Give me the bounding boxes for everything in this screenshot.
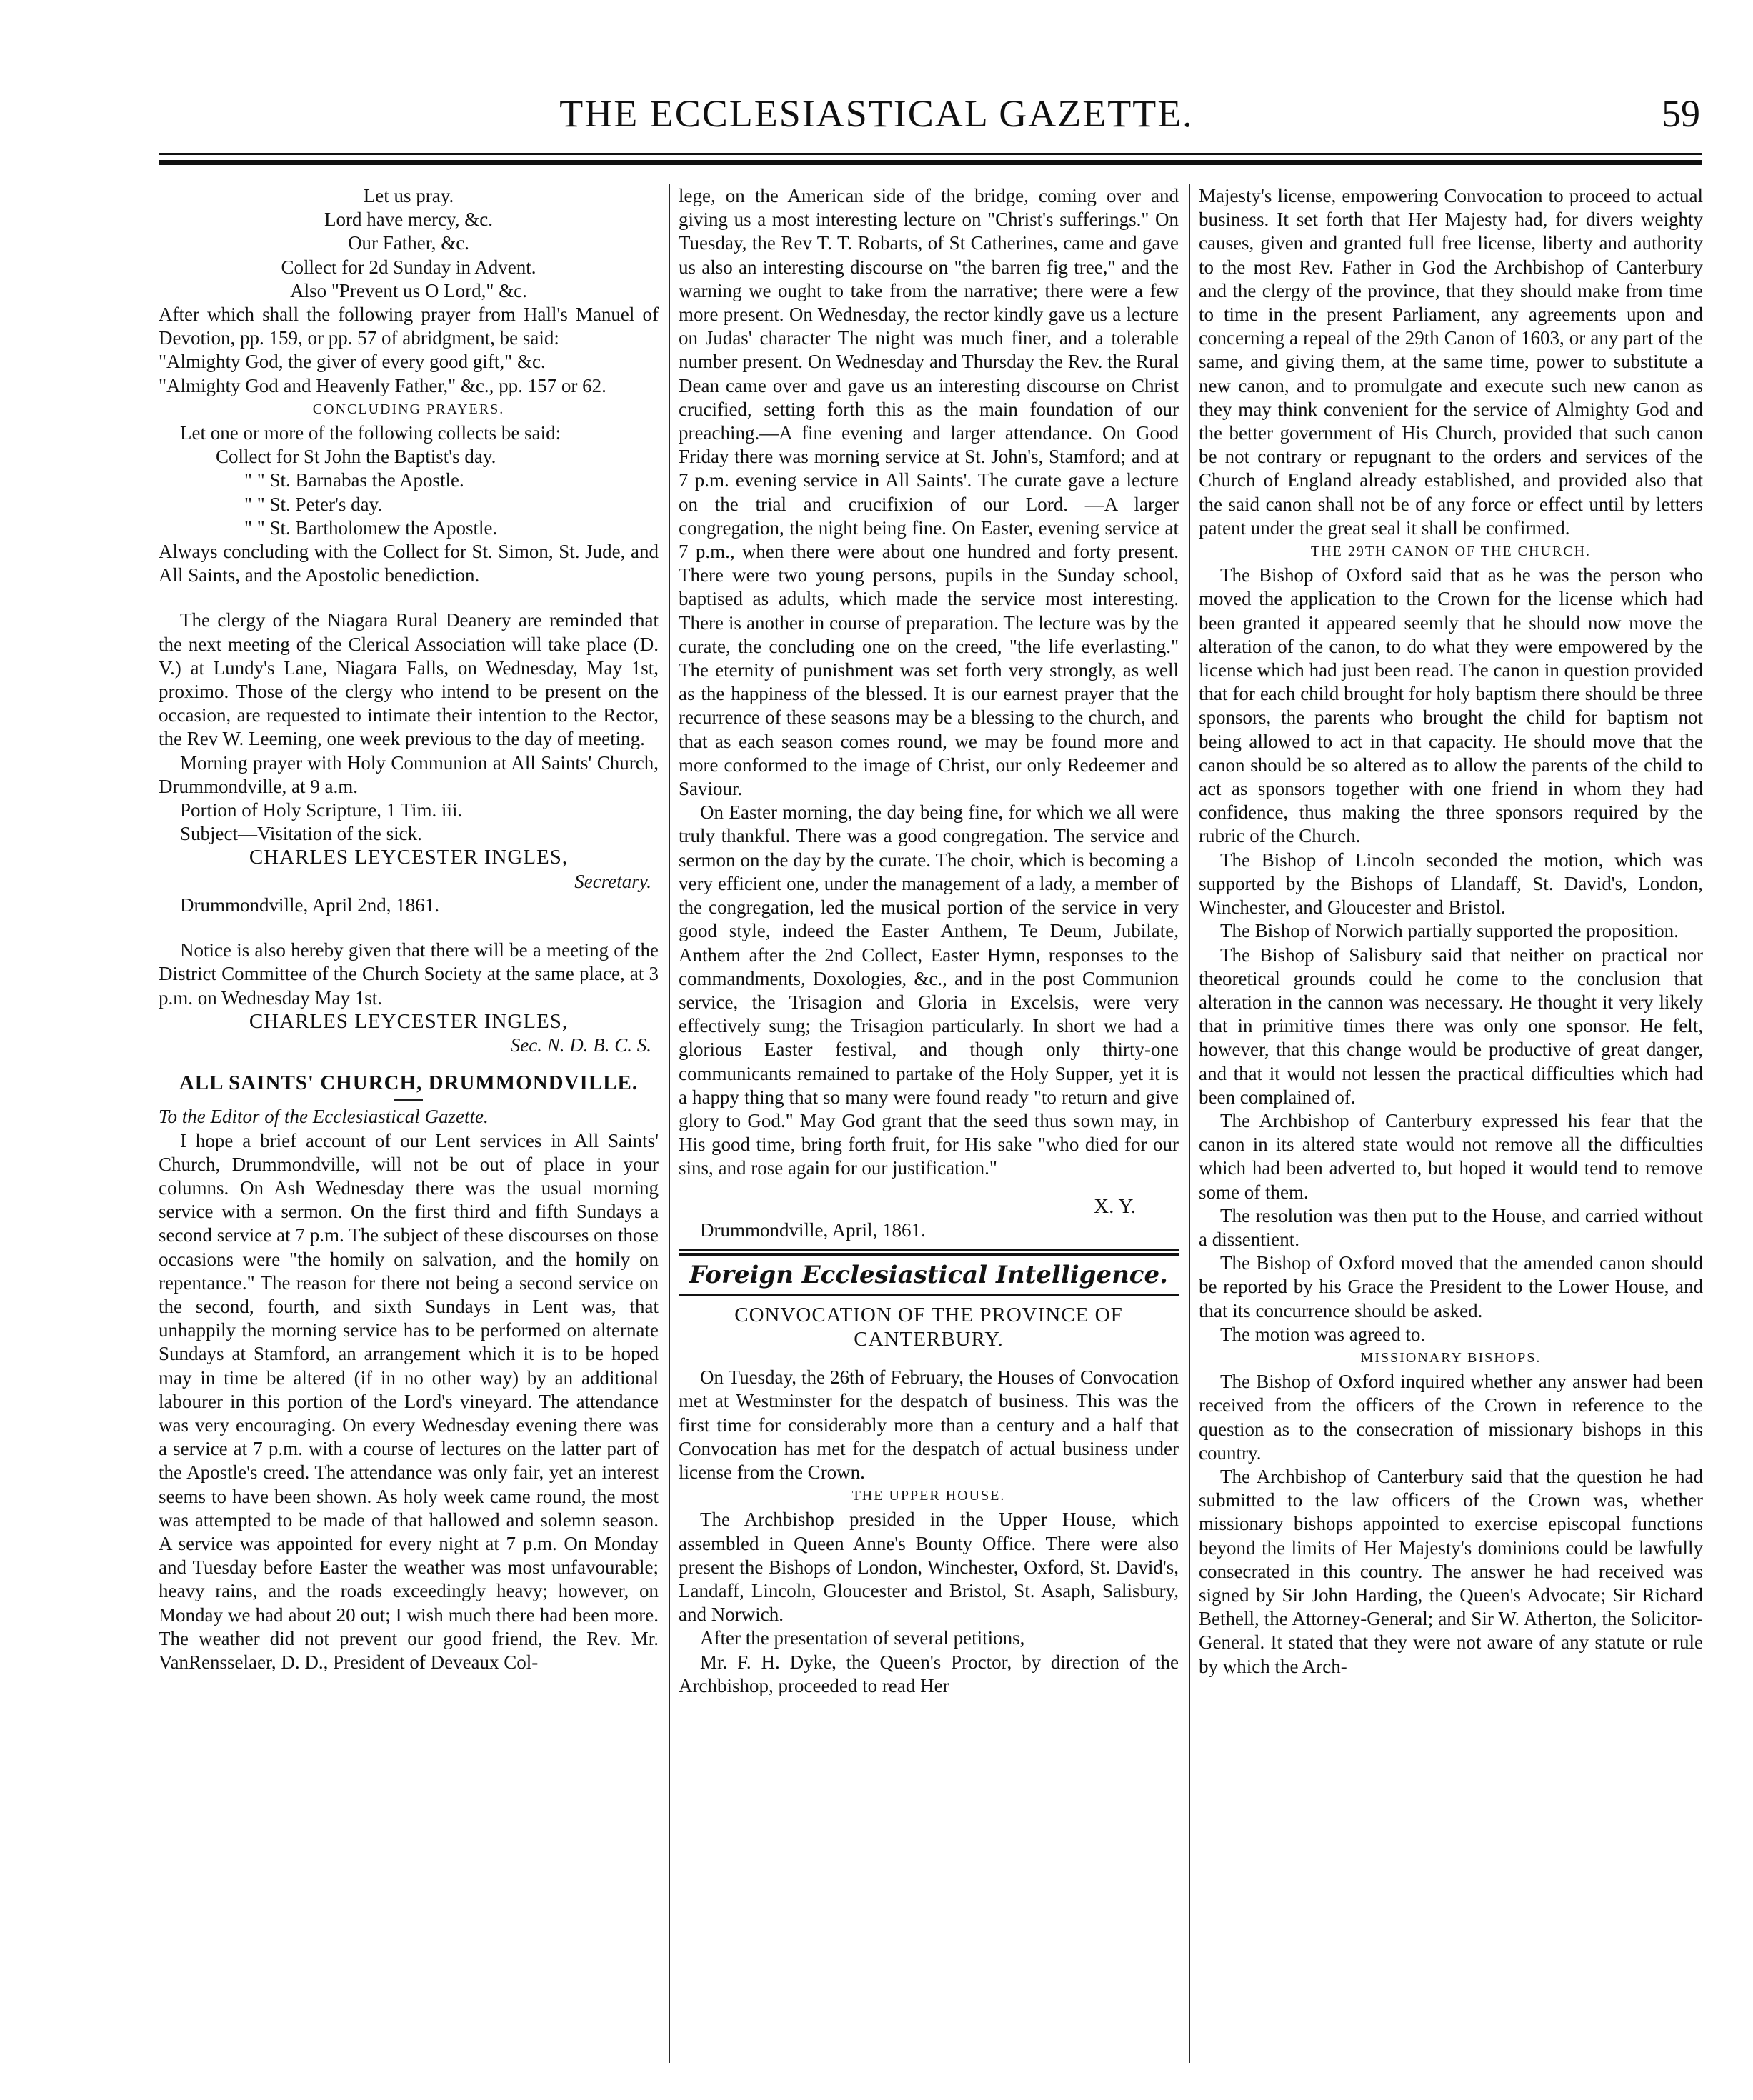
column-rule-right — [1189, 184, 1190, 2063]
header-rule-thick — [159, 160, 1702, 165]
society-notice: Notice is also hereby given that there will be a meeting of the District Committee of the Church Society at the same place, at 3 p.m. on Wednesday May 1st. — [159, 939, 659, 1009]
collect-line: " " St. Bartholomew the Apostle. — [244, 516, 498, 539]
salisbury-paragraph: The Bishop of Salisbury said that neither on practical nor theoretical grounds could he come to the conclusion that alteration in the cannon was necessary. He thought it very likely that in primitive times there was only one sponsor. He felt, however, that this change would be productive of great danger, and that it would not lessen the practical difficulties which had been complained of. — [1199, 944, 1703, 1108]
prayer-line: Also "Prevent us O Lord," &c. — [290, 279, 527, 301]
letter-signature: X. Y. — [1094, 1194, 1136, 1218]
column-3 — [1199, 184, 1703, 2063]
agreed-paragraph: The motion was agreed to. — [1220, 1323, 1426, 1345]
morning-prayer-text: Morning prayer with Holy Communion at All Saints' Church, Drummondville, at 9 a.m. — [159, 751, 659, 797]
norwich-paragraph: The Bishop of Norwich partially supported the proposition. — [1220, 920, 1679, 942]
missionary-paragraph-1: The Bishop of Oxford inquired whether any answer had been received from the officers of the Crown in reference to the question as to the consecration of missionary bishops in this country. — [1199, 1371, 1703, 1464]
letter-continued: lege, on the American side of the bridge, coming over and giving us a most interesting lecture on "Christ's sufferings." On Tuesday, the Rev T. T. Robarts, of St Catherines, came and gave us also an interesting discourse on "the barren fig tree," and the warning we ought to take from the narrative; there were a few more present. On Wednesday, the rector kindly gave us a lecture on Judas' character The night was much finer, and a tolerable number present. On Wednesday and Thursday the Rev. the Rural Dean came over and gave us an interesting discourse on Christ crucified, setting forth this as the main foundation of our preaching.—A fine evening and larger attendance. On Good Friday there was morning service at St. John's, Stamford; and at 7 p.m. evening service in All Saints'. The curate gave a lecture on the trial and crucifixion of our Lord. —A larger congregation, the night being fine. On Easter, evening service at 7 p.m., when there were about one hundred and forty present. There were two young persons, pupils in the Sunday school, baptised as adults, which made the service most interesting. There is another in course of preparation. The lecture was by the curate, the concluding one on the creed, "the life everlasting." The eternity of punishment was set forth very strongly, as well as the happiness of the blessed. It is our earnest prayer that the recurrence of these seasons may be a blessing to the church, and that as each season comes round, we may be found more and more conformed to the image of Christ, our only Redeemer and Saviour. — [679, 185, 1179, 800]
section-heading: Foreign Ecclesiastical Intelligence. — [689, 1260, 1168, 1289]
letter-body: I hope a brief account of our Lent services in All Saints' Church, Drummondville, will not be out of place in your columns. On Ash Wednesday there was the usual morning service with a sermon. On the first third and fifth Sundays a second service at 7 p.m. The subject of these discourses on those occasions were "the homily on salvation, and the homily on repentance." The reason for there not being a second service on the second, fourth, and sixth Sundays in Lent was, that unhappily the morning service has to be performed on alternate Sundays at Stamford, an arrangement which it is to be hoped may in time be altered (if in no other way) by an additional labourer in this portion of the Lord's vineyard. The attendance was very encouraging. On every Wednesday evening there was a service at 7 p.m. with a course of lectures on the latter part of the Apostle's creed. The attendance was only fair, yet an interest seems to have been shown. As holy week came round, the most was attempted to be made of that hallowed and solemn season. A service was appointed for every night at 7 p.m. On Monday and Tuesday before Easter the weather was most unfavourable; heavy rains, and the roads exceedingly heavy; however, on Monday we had about 20 out; I wish much there had been more. The weather did not prevent our good friend, the Rev. Mr. VanRensselaer, D. D., President of Deveaux Col- — [159, 1129, 659, 1673]
license-paragraph: Majesty's license, empowering Convocation to proceed to actual business. It set forth that Her Majesty had, for divers weighty causes, given and granted full free license, liberty and authority to the most Rev. Father in God the Archbishop of Canterbury and the clergy of the province, that they should make from time to time in the present Parliament, any agreements upon and concerning a repeal of the 29th Canon of 1603, or any part of the same, and giving them, at the same time, power to substitute a new canon, and to promulgate and execute such new canon as they may think convenient for the service of Almighty God and the better government of His Church, provided that such canon be not contrary or repugnant to the orders and services of the Church of England already established, and provided also that the said canon shall not be of any force or effect until by letters patent under the great seal it shall be confirmed. — [1199, 185, 1703, 539]
page-number: 59 — [1662, 92, 1700, 135]
editor-salutation: To the Editor of the Ecclesiastical Gazette. — [159, 1106, 489, 1128]
short-divider — [394, 1099, 423, 1101]
almighty-line-1: "Almighty God, the giver of every good gift," &c. — [159, 351, 546, 373]
almighty-line-2: "Almighty God and Heavenly Father," &c., pp. 157 or 62. — [159, 374, 606, 396]
petitions-paragraph: After the presentation of several petitions, — [700, 1627, 1025, 1649]
signature-title: Secretary. — [574, 870, 651, 892]
prayer-line: Lord have mercy, &c. — [324, 209, 493, 231]
missionary-heading: MISSIONARY BISHOPS. — [1360, 1349, 1542, 1366]
article-heading: ALL SAINTS' CHURCH, DRUMMONDVILLE. — [179, 1071, 639, 1095]
always-concluding-text: Always concluding with the Collect for St. Simon, St. Jude, and All Saints, and the Apostolic benediction. — [159, 541, 659, 586]
concluding-intro: Let one or more of the following collects be said: — [180, 422, 561, 444]
upper-house-paragraph: The Archbishop presided in the Upper House, which assembled in Queen Anne's Bounty Office. There were also present the Bishops of London, Winchester, Oxford, St. David's, Landaff, Lincoln, Gloucester and Bristol, St. Asaph, Salisbury, and Norwich. — [679, 1509, 1179, 1626]
column-1 — [159, 184, 659, 2063]
section-divider — [679, 1294, 1179, 1296]
resolution-paragraph: The resolution was then put to the House, and carried without a dissentient. — [1199, 1204, 1703, 1250]
scripture-portion: Portion of Holy Scripture, 1 Tim. iii. — [180, 799, 463, 821]
collect-line: Collect for St John the Baptist's day. — [216, 446, 496, 468]
signature-name: CHARLES LEYCESTER INGLES, — [249, 1009, 569, 1033]
convocation-paragraph: On Tuesday, the 26th of February, the Houses of Convocation met at Westminster for the despatch of business. This was the first time for considerably more than a century and a half that Convocation has met for the despatch of actual business under license from the Crown. — [679, 1366, 1179, 1483]
collect-line: " " St. Peter's day. — [244, 493, 383, 515]
collect-line: " " St. Barnabas the Apostle. — [244, 469, 464, 491]
after-which-text: After which shall the following prayer from Hall's Manuel of Devotion, pp. 159, or pp. 57 of abridgment, be said: — [159, 304, 659, 349]
subject-text: Subject—Visitation of the sick. — [180, 823, 422, 845]
column-2 — [679, 184, 1179, 2063]
oxford-paragraph: The Bishop of Oxford said that as he was the person who moved the application to the Crown for the license which had been granted it appeared seemly that he should now move the alteration of the canon, to do what they were empowered by the license which had just been read. The canon in question provided that for each child brought for holy baptism there should be three sponsors, the parents who brought the child for baptism not being allowed to act in that capacity. He should move that the canon should be so altered as to allow the parents of the child to act as sponsors together with one friend in whom they had confidence, thus making the three sponsors required by the rubric of the Church. — [1199, 564, 1703, 847]
oxford-moved-paragraph: The Bishop of Oxford moved that the amended canon should be reported by his Grace the President to the Lower House, and that its concurrence should be asked. — [1199, 1252, 1703, 1321]
prayer-line: Collect for 2d Sunday in Advent. — [281, 256, 536, 278]
canterbury-paragraph: The Archbishop of Canterbury expressed his fear that the canon in its altered state would not remove all the difficulties which had been adverted to, but hoped it would tend to remove some of them. — [1199, 1109, 1703, 1203]
header-rule-thin — [159, 153, 1702, 155]
signature-name: CHARLES LEYCESTER INGLES, — [249, 846, 569, 869]
column-rule-left — [669, 184, 670, 2063]
proctor-paragraph: Mr. F. H. Dyke, the Queen's Proctor, by direction of the Archbishop, proceeded to read Her — [679, 1651, 1179, 1696]
signature-title: Sec. N. D. B. C. S. — [510, 1034, 651, 1056]
prayer-line: Our Father, &c. — [348, 232, 469, 254]
missionary-paragraph-2: The Archbishop of Canterbury said that the question he had submitted to the law officers of the Crown was, whether missionary bishops appointed to exercise episcopal functions beyond the limits of Her Majesty's dominions could be lawfully consecrated in this country. The answer he had received was signed by Sir John Harding, the Queen's Advocate; Sir Richard Bethell, the Attorney-General; and Sir W. Atherton, the Solicitor-General. It stated that they were not aware of any statute or rule by which the Arch- — [1199, 1465, 1703, 1677]
prayer-line: Let us pray. — [363, 185, 454, 206]
concluding-prayers-heading: CONCLUDING PRAYERS. — [312, 401, 505, 417]
running-title: THE ECCLESIASTICAL GAZETTE. — [559, 92, 1194, 135]
dateline: Drummondville, April 2nd, 1861. — [180, 894, 439, 916]
upper-house-heading: THE UPPER HOUSE. — [851, 1488, 1006, 1504]
section-divider — [679, 1249, 1179, 1256]
easter-morning-paragraph: On Easter morning, the day being fine, for which we all were truly thankful. There was a good congregation. The service and sermon on the day by the curate. The choir, which is becoming a very efficient one, under the management of a lady, a member of the congregation, led the musical portion of the service in very good style, indeed the Easter Anthem, Te Deum, Jubilate, Anthem after the 2nd Collect, Easter Hymn, responses to the commandments, Doxologies, &c., and in the post Communion service, the Trisagion and Gloria in Excelsis, were very effectively sung; the Trisagion particularly. In short we had a glorious Easter festival, and though only thirty-one communicants remained to partake of the Holy Supper, yet it is a happy thing that so many were found ready "to return and give glory to God." May God grant that the seed thus sown may, in His good time, bring forth fruit, for His sake "who died for our sins, and rose again for our justification." — [679, 801, 1179, 1179]
canon-heading: THE 29TH CANON OF THE CHURCH. — [1310, 544, 1592, 560]
article-heading: CONVOCATION OF THE PROVINCE OF CANTERBURY. — [734, 1304, 1123, 1351]
lincoln-paragraph: The Bishop of Lincoln seconded the motion, which was supported by the Bishops of Llandaff, St. David's, London, Winchester, and Gloucester and Bristol. — [1199, 849, 1703, 919]
dateline: Drummondville, April, 1861. — [700, 1219, 926, 1241]
clergy-notice: The clergy of the Niagara Rural Deanery are reminded that the next meeting of the Clerical Association will take place (D. V.) at Lundy's Lane, Niagara Falls, on Wednesday, May 1st, proximo. Those of the clergy who intend to be present on the occasion, are requested to intimate their intention to the Rector, the Rev W. Leeming, one week previous to the day of meeting. — [159, 609, 659, 750]
